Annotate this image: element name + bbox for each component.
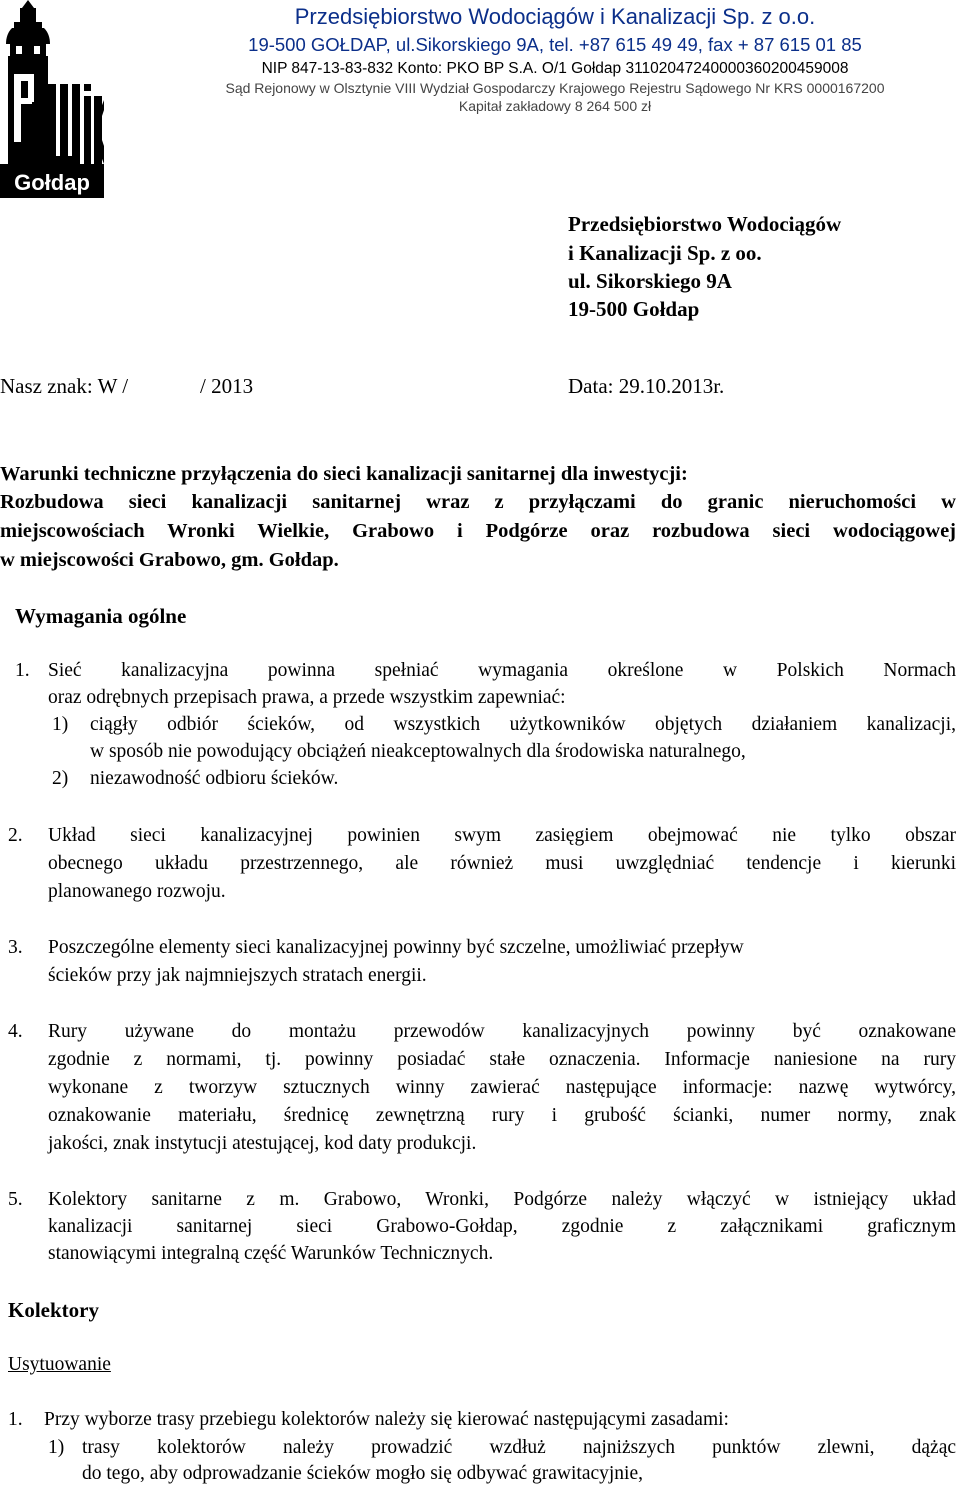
p2-line-2: obecnego układu przestrzennego, ale również musi uwzględniać tendencje i kierunki: [48, 853, 956, 874]
p4-line-2: zgodnie z normami, tj. powinny posiadać stałe oznaczenia. Informacje naniesione na rury: [48, 1049, 956, 1070]
sublist-number: 2): [52, 768, 69, 789]
list-item-number: 3.: [8, 937, 23, 958]
subject-line-1: Warunki techniczne przyłączenia do sieci kanalizacji sanitarnej dla inwestycji:: [0, 463, 688, 485]
p1-sub2-line-1: niezawodność odbioru ścieków.: [90, 768, 339, 789]
p1-sub1-line-2: w sposób nie powodujący obciążeń nieakceptowalnych dla środowiska naturalnego,: [90, 741, 746, 762]
our-reference-year: / 2013: [200, 374, 254, 398]
p1-line-1: Sieć kanalizacyjna powinna spełniać wymagania określone w Polskich Normach: [48, 660, 956, 681]
subject-line-2: Rozbudowa sieci kanalizacji sanitarnej wraz z przyłączami do granic nieruchomości w: [0, 491, 956, 513]
section-heading-collectors: Kolektory: [8, 1298, 99, 1322]
p5-line-1: Kolektory sanitarne z m. Grabowo, Wronki, Podgórze należy włączyć w istniejący układ: [48, 1189, 956, 1210]
list-item-number: 2.: [8, 825, 23, 846]
collectors-p1-sub1-line-1: trasy kolektorów należy prowadzić wzdłuż najniższych punktów zlewni, dążąc: [82, 1437, 956, 1458]
sublist-number: 1): [48, 1437, 65, 1458]
recipient-line-2: i Kanalizacji Sp. z oo.: [568, 241, 762, 265]
collectors-p1-line-1: Przy wyborze trasy przebiegu kolektorów należy się kierować następującymi zasadami:: [44, 1409, 729, 1430]
list-item-number: 5.: [8, 1189, 23, 1210]
p2-line-3: planowanego rozwoju.: [48, 881, 226, 902]
p5-line-2: kanalizacji sanitarnej sieci Grabowo-Gołdap, zgodnie z załącznikami graficznym: [48, 1216, 956, 1237]
subject-line-4: w miejscowości Grabowo, gm. Gołdap.: [0, 549, 339, 571]
our-reference-label: Nasz znak: W /: [0, 374, 129, 398]
company-capital: Kapitał zakładowy 8 264 500 zł: [458, 98, 652, 114]
p4-line-3: wykonane z tworzyw sztucznych winny zawierać następujące informacje: nazwę wytwórcy,: [48, 1077, 956, 1098]
list-item-number: 1.: [8, 1409, 23, 1430]
p4-line-4: oznakowanie materiału, średnicę zewnętrzną rury i grubość ścianki, numer normy, znak: [48, 1105, 956, 1126]
document-date: Data: 29.10.2013r.: [568, 374, 725, 398]
p3-line-1: Poszczególne elementy sieci kanalizacyjnej powinny być szczelne, umożliwiać przepływ: [48, 937, 744, 958]
company-court-registry: Sąd Rejonowy w Olsztynie VIII Wydział Gospodarczy Krajowego Rejestru Sądowego Nr KRS 0000167200: [225, 80, 885, 96]
p4-line-5: jakości, znak instytucji atestującej, kod daty produkcji.: [48, 1133, 477, 1154]
company-nip-account: NIP 847-13-83-832 Konto: PKO BP S.A. O/1 Gołdap 31102047240000360200459008: [261, 60, 849, 77]
p2-line-1: Układ sieci kanalizacyjnej powinien swym zasięgiem obejmować nie tylko obszar: [48, 825, 956, 846]
company-name: Przedsiębiorstwo Wodociągów i Kanalizacji Sp. z o.o.: [294, 4, 816, 29]
section-heading-general: Wymagania ogólne: [15, 604, 187, 628]
recipient-line-3: ul. Sikorskiego 9A: [568, 269, 732, 293]
company-address: 19-500 GOŁDAP, ul.Sikorskiego 9A, tel. +87 615 49 49, fax + 87 615 01 85: [248, 34, 862, 55]
p1-sub1-line-1: ciągły odbiór ścieków, od wszystkich użytkowników objętych działaniem kanalizacji,: [90, 714, 956, 735]
recipient-line-4: 19-500 Gołdap: [568, 297, 700, 321]
p5-line-3: stanowiącymi integralną część Warunków Technicznych.: [48, 1243, 494, 1264]
list-item-number: 1.: [15, 660, 30, 681]
collectors-p1-sub1-line-2: do tego, aby odprowadzanie ścieków mogło się odbywać grawitacyjnie,: [82, 1463, 643, 1484]
subject-line-3: miejscowościach Wronki Wielkie, Grabowo i Podgórze oraz rozbudowa sieci wodociągowej: [0, 520, 956, 542]
sublist-number: 1): [52, 714, 69, 735]
p3-line-2: ścieków przy jak najmniejszych stratach energii.: [48, 965, 427, 986]
p1-line-2: oraz odrębnych przepisach prawa, a przede wszystkim zapewniać:: [48, 687, 566, 708]
list-item-number: 4.: [8, 1021, 23, 1042]
recipient-line-1: Przedsiębiorstwo Wodociągów: [568, 212, 842, 236]
logo-caption: Gołdap: [14, 170, 90, 195]
subsection-heading-location: Usytuowanie: [8, 1354, 111, 1375]
p4-line-1: Rury używane do montażu przewodów kanalizacyjnych powinny być oznakowane: [48, 1021, 956, 1042]
